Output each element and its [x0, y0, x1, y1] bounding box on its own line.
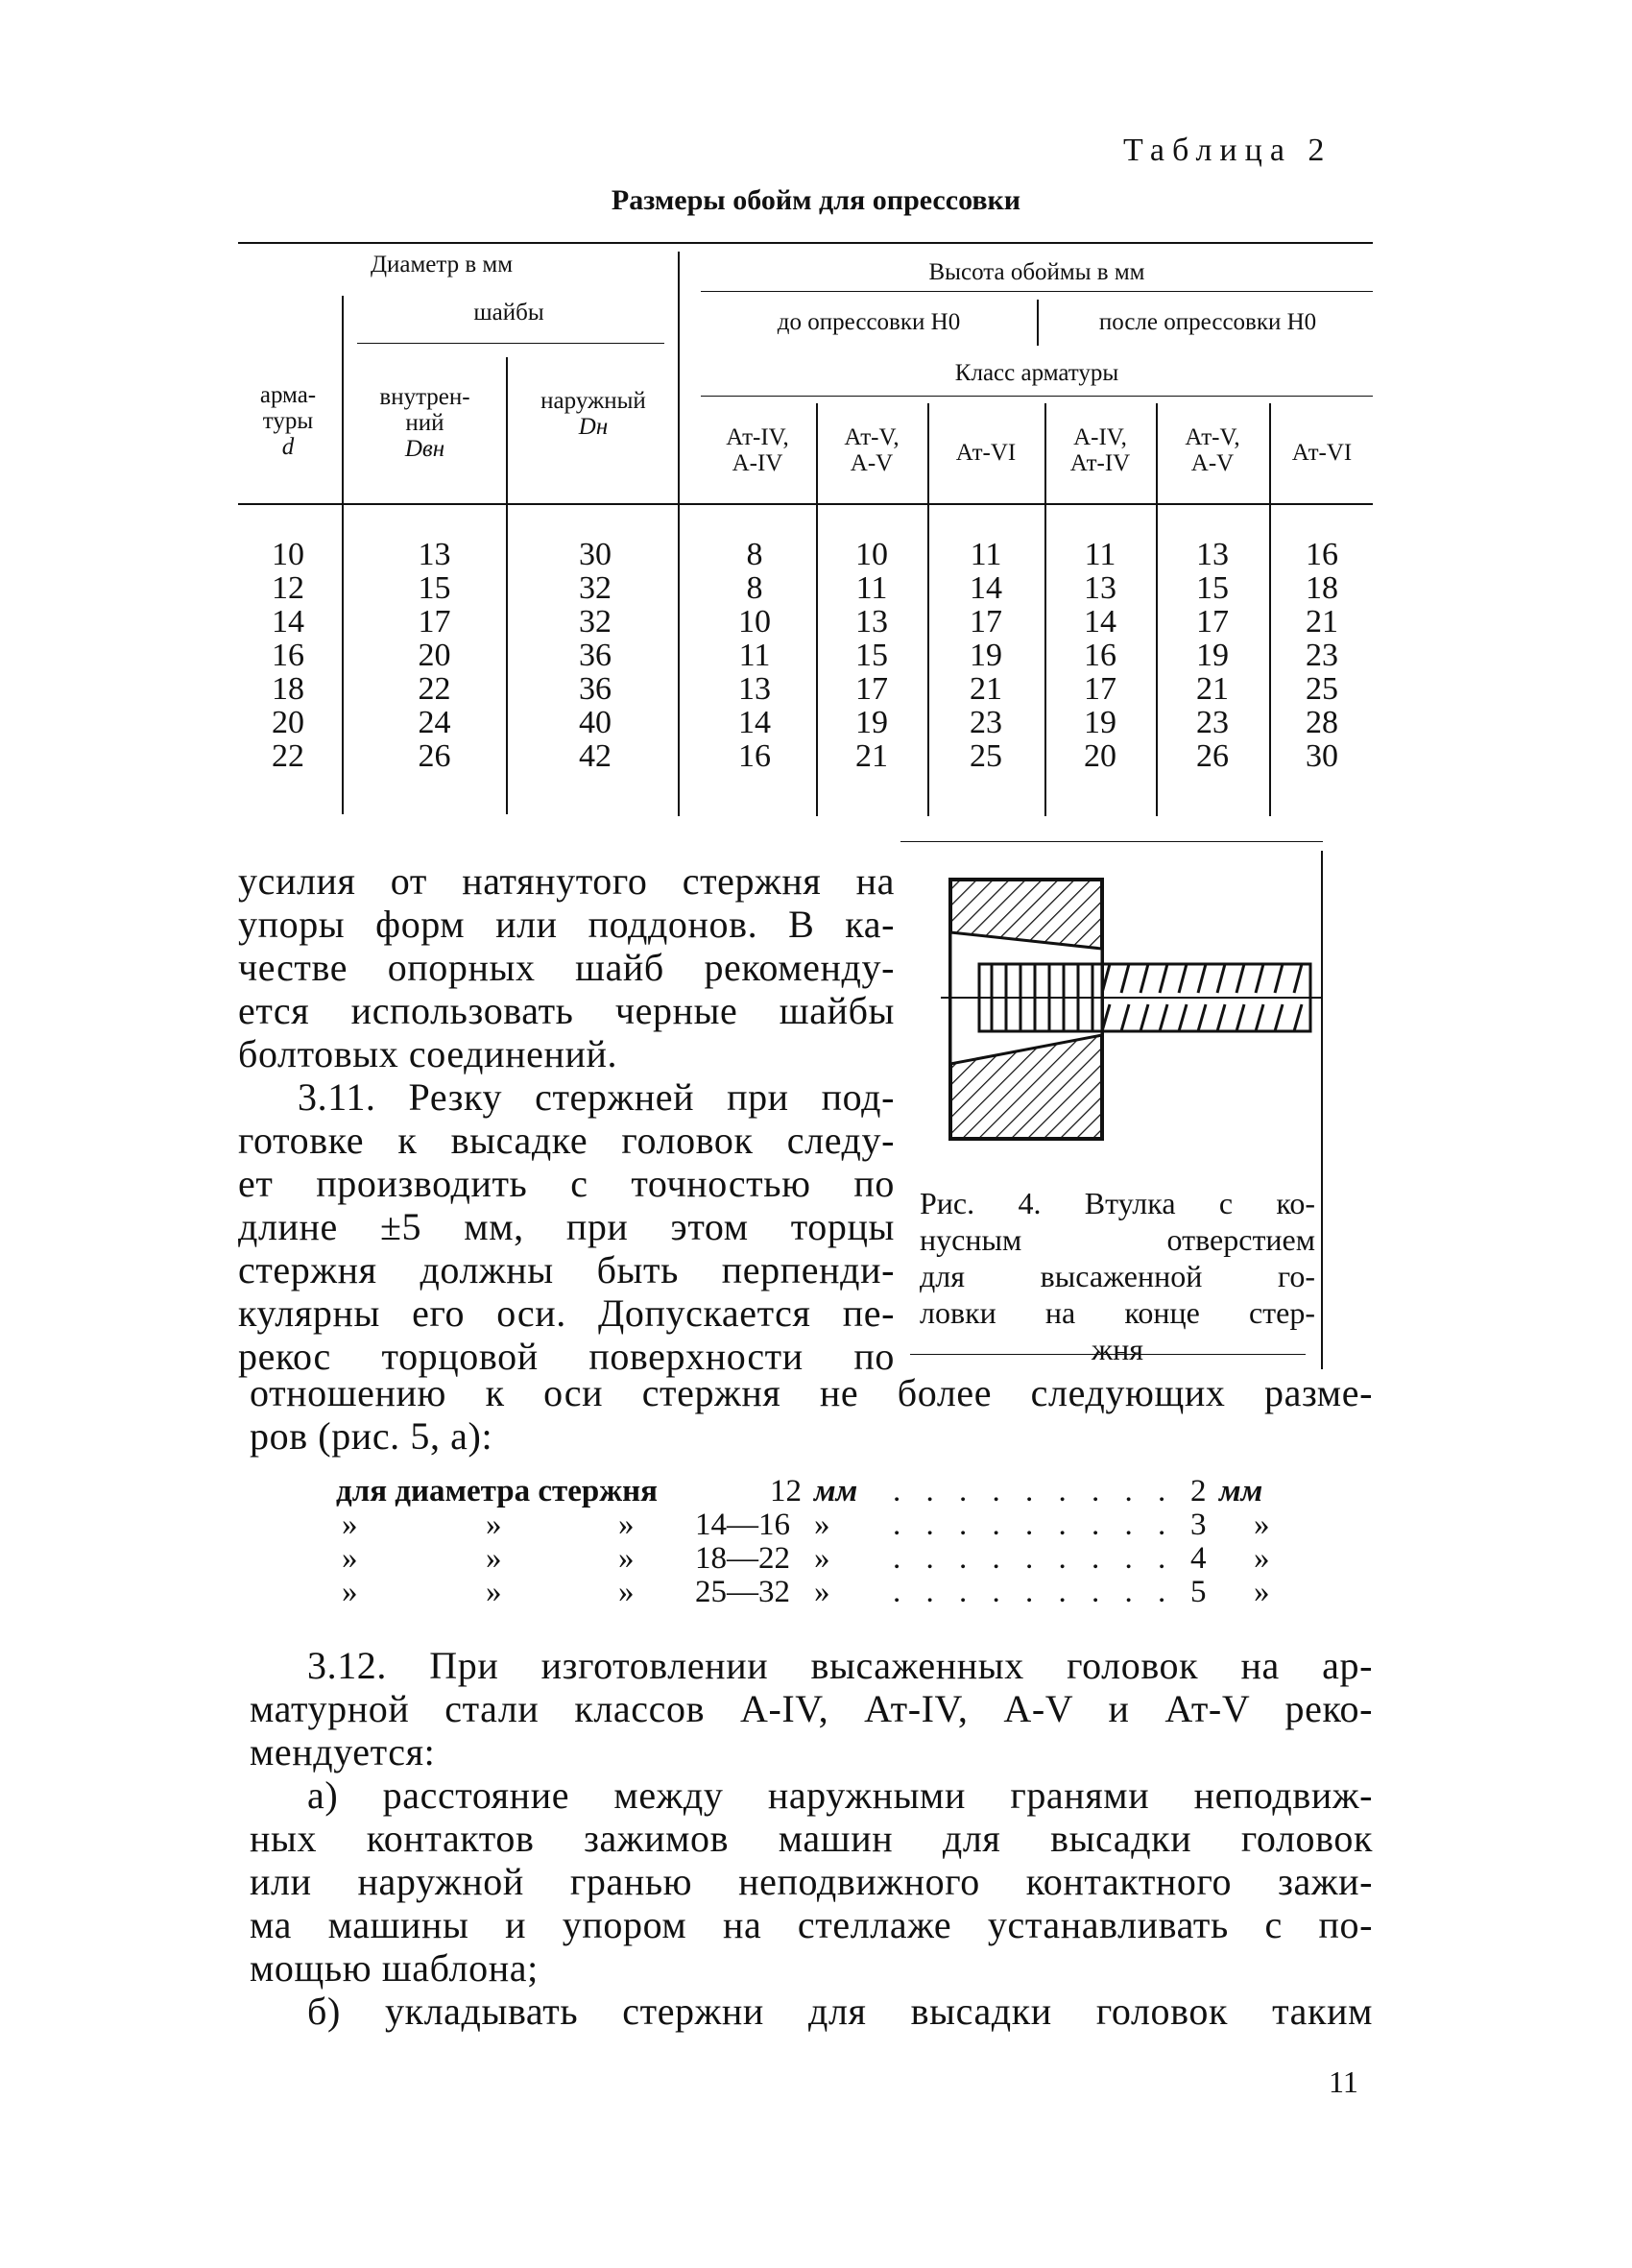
bushing-drawing-icon [900, 841, 1337, 1168]
size-row: . . . . . . . . . [893, 1541, 1175, 1576]
size-row: . . . . . . . . . [893, 1474, 1175, 1508]
class-col-4: А-IV, Ат-IV [1069, 424, 1131, 476]
size-row: . . . . . . . . . [893, 1508, 1175, 1542]
text-line: 3.12. При изготовлении высаженных головок на ар- [307, 1644, 1373, 1687]
size-row: 2 [1190, 1474, 1207, 1508]
size-row: » [814, 1508, 830, 1542]
text-line: 3.11. Резку стержней при под- [298, 1075, 895, 1119]
size-row: для диаметра стержня [336, 1474, 659, 1508]
size-row: » [618, 1541, 635, 1576]
size-row: 18—22 [695, 1541, 790, 1576]
table-title: Размеры обойм для опрессовки [611, 184, 1021, 216]
table-label: Таблица 2 [1123, 133, 1332, 168]
size-row: » [486, 1508, 502, 1542]
column-armature: 10 12 14 16 18 20 22 [272, 537, 304, 774]
text-line: кулярны его оси. Допускается пе- [238, 1291, 895, 1335]
text-line: болтовых соединений. [238, 1032, 618, 1075]
size-row: . . . . . . . . . [893, 1575, 1175, 1609]
size-row: » [1254, 1508, 1270, 1542]
size-row: » [814, 1575, 830, 1609]
header-washers: шайбы [473, 300, 544, 326]
text-line: рекос торцовой поверхности по [238, 1335, 895, 1378]
text-line: упоры форм или поддонов. В ка- [238, 903, 895, 946]
size-row: 5 [1190, 1575, 1207, 1609]
size-row: » [342, 1541, 358, 1576]
text-line: ется использовать черные шайбы [238, 989, 895, 1032]
text-line: готовке к высадке головок следу- [238, 1119, 895, 1162]
text-line: ных контактов зажимов машин для высадки головок [250, 1817, 1373, 1860]
size-row: » [486, 1541, 502, 1576]
size-row: » [618, 1575, 635, 1609]
text-line: длине ±5 мм, при этом торцы [238, 1205, 895, 1248]
header-armature: арма- туры d [259, 382, 317, 460]
header-diameter: Диаметр в мм [370, 252, 514, 277]
size-row: мм [1219, 1474, 1263, 1508]
column-after-1: 11 13 14 16 17 19 20 [1084, 537, 1116, 774]
figure-caption: Рис. 4. Втулка с ко- нусным отверстием для высаженной го- ловки на конце стер- жня [920, 1186, 1315, 1366]
size-row: » [342, 1575, 358, 1609]
text-line: мендуется: [250, 1730, 436, 1773]
size-row: » [342, 1508, 358, 1542]
text-line: ров (рис. 5, а): [250, 1414, 493, 1458]
page-number: 11 [1329, 2064, 1358, 2099]
text-line: а) расстояние между наружными гранями неподвиж- [307, 1773, 1373, 1817]
text-line: ма машины и упором на стеллаже устанавливать с по- [250, 1903, 1373, 1946]
class-col-1: Ат-IV, А-IV [726, 424, 789, 476]
size-row: 25—32 [695, 1575, 790, 1609]
size-row: 4 [1190, 1541, 1207, 1576]
column-outer: 30 32 32 36 36 40 42 [579, 537, 612, 774]
size-row: » [814, 1541, 830, 1576]
text-line: ет производить с точностью по [238, 1162, 895, 1205]
size-row: » [1254, 1575, 1270, 1609]
text-line: или наружной гранью неподвижного контактного зажи- [250, 1860, 1373, 1903]
header-inner: внутрен- ний Dвн [379, 384, 470, 462]
header-after: после опрессовки H0 [1098, 309, 1317, 335]
column-after-3: 16 18 21 23 25 28 30 [1306, 537, 1338, 774]
size-row: » [1254, 1541, 1270, 1576]
size-row: » [618, 1508, 635, 1542]
text-line: усилия от натянутого стержня на [238, 859, 895, 903]
text-line: стержня должны быть перпенди- [238, 1248, 895, 1291]
header-outer: наружный Dн [540, 388, 646, 440]
figure-4 [900, 841, 1337, 1364]
text-line: б) укладывать стержни для высадки головок таким [307, 1990, 1373, 2033]
size-row: 12 [770, 1474, 802, 1508]
column-before-2: 10 11 13 15 17 19 21 [855, 537, 888, 774]
column-before-3: 11 14 17 19 21 23 25 [970, 537, 1002, 774]
text-line: отношению к оси стержня не более следующих разме- [250, 1371, 1373, 1414]
text-line: честве опорных шайб рекоменду- [238, 946, 895, 989]
column-after-2: 13 15 17 19 21 23 26 [1196, 537, 1229, 774]
class-col-5: Ат-V, А-V [1185, 424, 1240, 476]
size-row: 3 [1190, 1508, 1207, 1542]
text-line: мощью шаблона; [250, 1946, 539, 1990]
column-inner: 13 15 17 20 22 24 26 [418, 537, 451, 774]
class-col-2: Ат-V, А-V [844, 424, 900, 476]
size-row: 14—16 [695, 1508, 790, 1542]
text-line: матурной стали классов А-IV, Ат-IV, А-V и Ат-V реко- [250, 1687, 1373, 1730]
header-class: Класс арматуры [954, 360, 1119, 386]
size-row: мм [814, 1474, 858, 1508]
class-col-6: Ат-VI [1291, 440, 1353, 466]
column-before-1: 8 8 10 11 13 14 16 [738, 537, 771, 774]
header-height: Высота обоймы в мм [928, 259, 1145, 285]
class-col-3: Ат-VI [955, 440, 1017, 466]
header-before: до опрессовки H0 [777, 309, 961, 335]
size-row: » [486, 1575, 502, 1609]
